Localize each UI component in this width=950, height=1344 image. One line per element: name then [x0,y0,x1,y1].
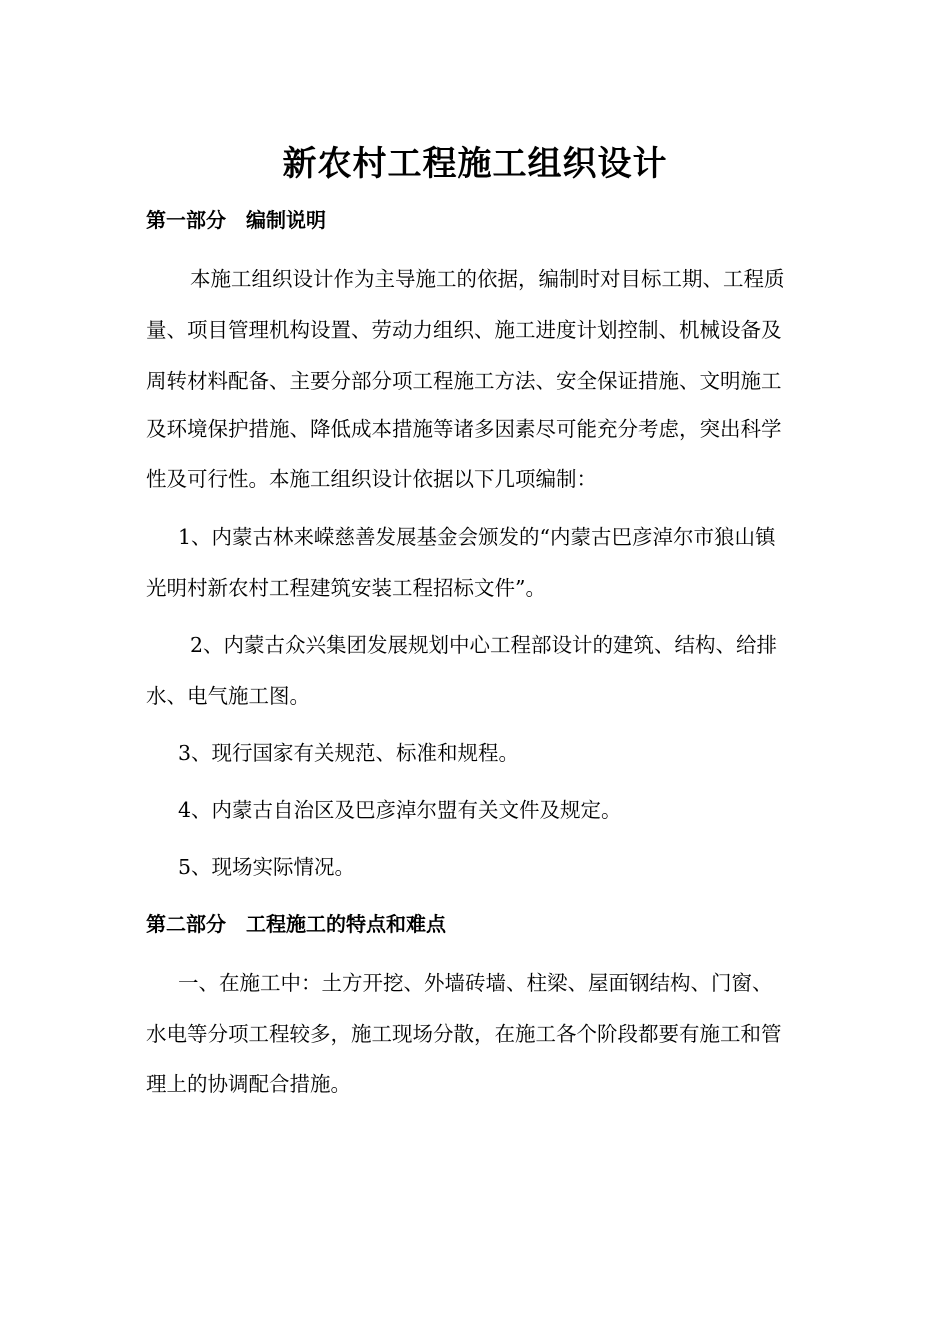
section-heading-1: 第一部分 编制说明 [146,208,326,232]
paragraph-line: 性及可行性。本施工组织设计依据以下几项编制： [146,467,597,491]
paragraph-line: 1、内蒙古林来嵘慈善发展基金会颁发的“内蒙古巴彦淖尔市狼山镇 [178,525,776,549]
paragraph-line: 及环境保护措施、降低成本措施等诸多因素尽可能充分考虑，突出科学 [146,417,782,441]
paragraph-line: 一、在施工中：土方开挖、外墙砖墙、柱梁、屋面钢结构、门窗、 [178,971,773,995]
section-heading-2: 第二部分 工程施工的特点和难点 [146,912,446,936]
paragraph-line: 周转材料配备、主要分部分项工程施工方法、安全保证措施、文明施工 [146,369,782,393]
paragraph-line: 量、项目管理机构设置、劳动力组织、施工进度计划控制、机械设备及 [146,318,782,342]
basis-item-5: 5、现场实际情况。 [178,855,356,879]
paragraph-line: 水、电气施工图。 [146,684,310,708]
basis-item-3: 3、现行国家有关规范、标准和规程。 [178,741,520,765]
paragraph-line: 光明村新农村工程建筑安装工程招标文件”。 [146,576,546,600]
paragraph-line: 本施工组织设计作为主导施工的依据，编制时对目标工期、工程质 [190,267,785,291]
paragraph-line: 理上的协调配合措施。 [146,1072,351,1096]
paragraph-line: 2、内蒙古众兴集团发展规划中心工程部设计的建筑、结构、给排 [190,633,778,657]
paragraph-line: 水电等分项工程较多，施工现场分散，在施工各个阶段都要有施工和管 [146,1022,782,1046]
basis-item-4: 4、内蒙古自治区及巴彦淖尔盟有关文件及规定。 [178,798,622,822]
document-title: 新农村工程施工组织设计 [282,144,668,184]
